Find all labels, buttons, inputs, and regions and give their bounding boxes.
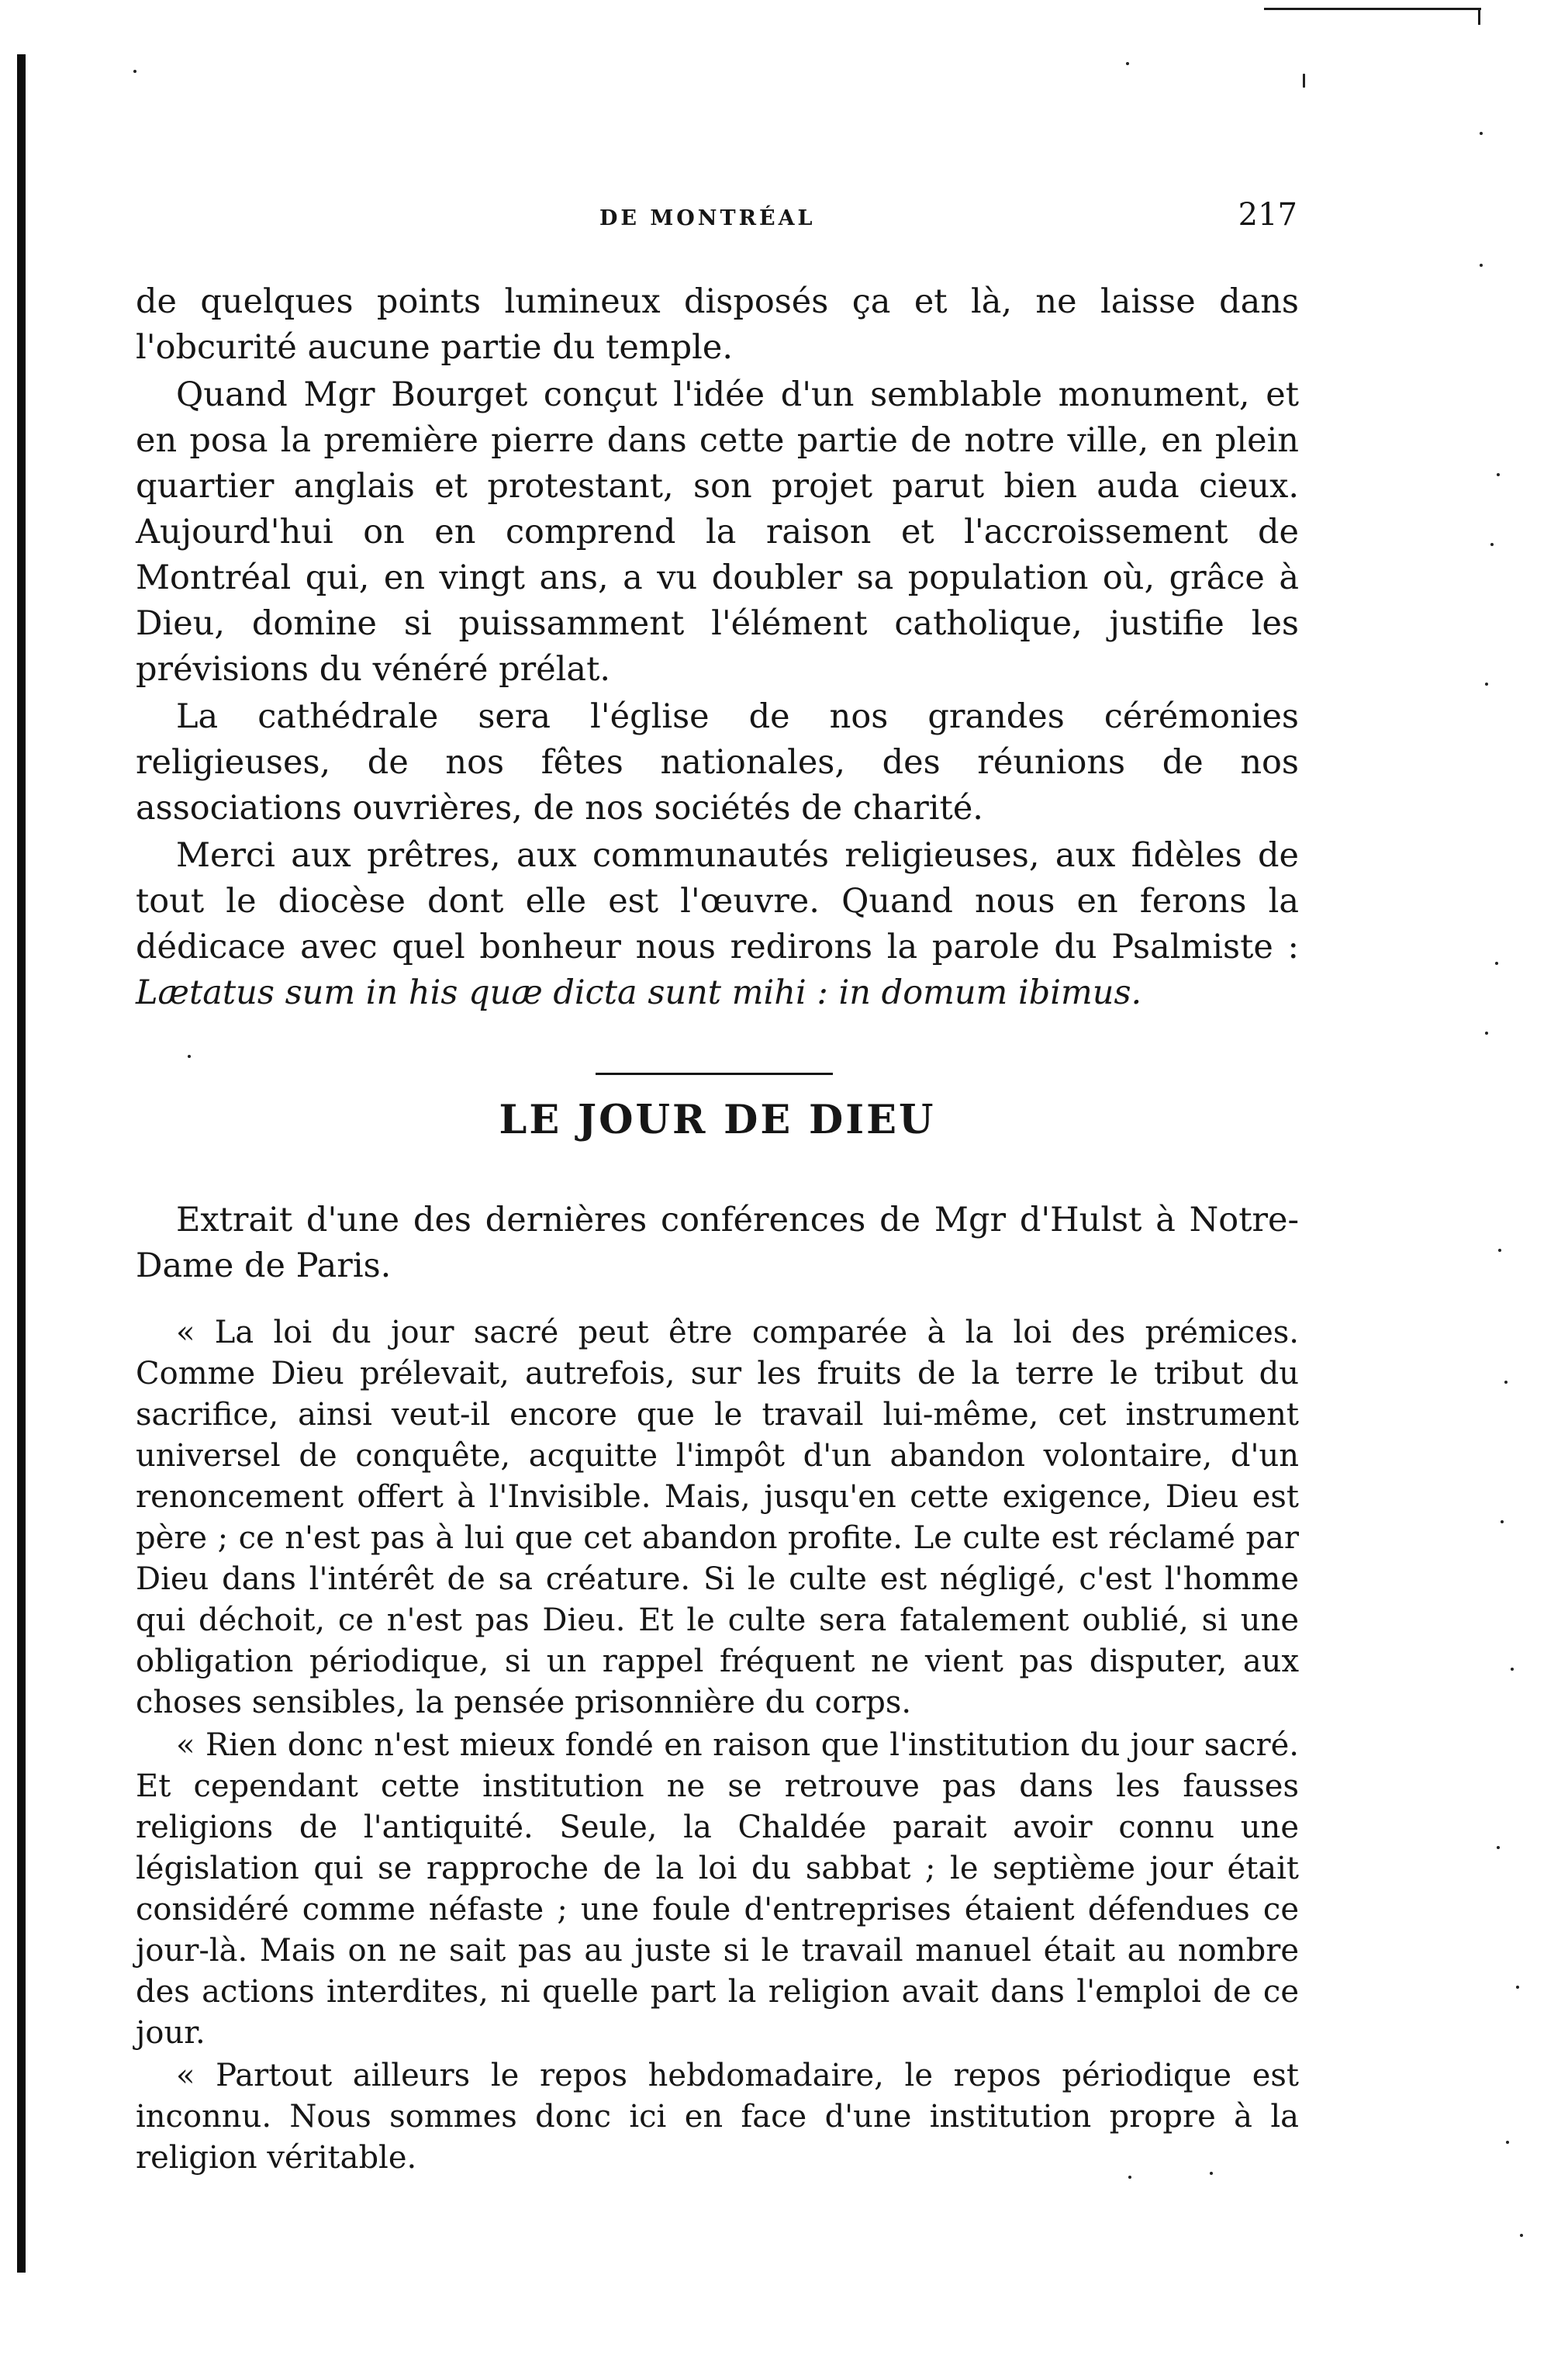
scan-speck xyxy=(1511,1668,1514,1671)
page-number: 217 xyxy=(1238,197,1297,233)
scan-speck xyxy=(1210,2172,1213,2175)
scan-speck xyxy=(1126,62,1129,65)
cathedral-text xyxy=(136,279,1299,1016)
scan-speck xyxy=(1490,543,1494,546)
top-margin-rule-tick xyxy=(1478,8,1480,25)
scan-speck xyxy=(1501,1520,1504,1523)
section-divider xyxy=(596,1073,833,1075)
page-header xyxy=(136,197,1299,244)
paragraph-thanks xyxy=(136,833,1299,1016)
scan-speck xyxy=(1480,264,1483,267)
scan-speck xyxy=(1520,2234,1523,2237)
section-intro-block xyxy=(136,1198,1299,1289)
scan-speck xyxy=(1497,1846,1500,1849)
scan-speck xyxy=(1516,1986,1519,1989)
running-head: DE MONTRÉAL xyxy=(599,206,816,230)
section-title: LE JOUR DE DIEU xyxy=(499,1097,936,1143)
scan-speck xyxy=(1480,132,1483,135)
scan-speck xyxy=(1128,2176,1131,2179)
scan-speck xyxy=(1485,683,1488,686)
paragraph-bourget: Quand Mgr Bourget conçut l'idée d'un semblable monument, et en posa la première pierre dans cette partie de notre ville, en plein quartier anglais et protestant, son projet parut bien auda cieux. Aujourd'hui on en comprend la raison et l'accroissement de Montréal qui, en vingt ans, a vu doubler sa population où, grâce à Dieu, domine si puissamment l'élément catholique, justifie les prévisions du vénéré prélat. xyxy=(136,375,1299,689)
scan-speck xyxy=(1498,1249,1501,1252)
scan-speck xyxy=(1504,1381,1508,1384)
paragraph-cathedral: La cathédrale sera l'église de nos grandes cérémonies religieuses, de nos fêtes nationales, des réunions de nos associations ouvrières, de nos sociétés de charité. xyxy=(136,697,1299,828)
scan-speck xyxy=(1303,74,1305,88)
scan-speck xyxy=(1485,1032,1488,1035)
scan-speck xyxy=(1506,2141,1509,2144)
scan-speck xyxy=(1497,473,1500,476)
paragraph-continuation: de quelques points lumineux disposés ça et là, ne laisse dans l'obcurité aucune partie du temple. xyxy=(136,282,1299,367)
excerpt-paragraph: « La loi du jour sacré peut être comparée à la loi des prémices. Comme Dieu prélevait, autrefois, sur les fruits de la terre le tribut du sacrifice, ainsi veut-il encore que le travail lui-même, cet instrument universel de conquête, acquitte l'impôt d'un abandon volontaire, d'un renoncement offert à l'Invisible. Mais, jusqu'en cette exigence, Dieu est père ; ce n'est pas à lui que cet abandon profite. Le culte est réclamé par Dieu dans l'intérêt de sa créature. Si le culte est négligé, c'est l'homme qui déchoit, ce n'est pas Dieu. Et le culte sera fatalement oublié, si une obligation périodique, si un rappel fréquent ne vient pas disputer, aux choses sensibles, la pensée prisonnière du corps. xyxy=(136,1315,1299,1720)
scan-speck xyxy=(188,1055,191,1058)
scan-speck xyxy=(1495,962,1498,965)
binding-edge xyxy=(17,54,26,2273)
excerpt-paragraph: « Partout ailleurs le repos hebdomadaire, le repos périodique est inconnu. Nous sommes donc ici en face d'une institution propre à la religion véritable. xyxy=(136,2058,1299,2176)
section-intro: Extrait d'une des dernières conférences de Mgr d'Hulst à Notre-Dame de Paris. xyxy=(136,1201,1299,1285)
excerpt-paragraph: « Rien donc n'est mieux fondé en raison que l'institution du jour sacré. Et cependant cette institution ne se retrouve pas dans les fausses religions de l'antiquité. Seule, la Chaldée parait avoir connu une législation qui se rapproche de la loi du sabbat ; le septième jour était considéré comme néfaste ; une foule d'entreprises étaient défendues ce jour-là. Mais on ne sait pas au juste si le travail manuel était au nombre des actions interdites, ni quelle part la religion avait dans l'emploi de ce jour. xyxy=(136,1727,1299,2051)
paragraph-thanks-text: Merci aux prêtres, aux communautés religieuses, aux fidèles de tout le diocèse dont elle est l'œuvre. Quand nous en ferons la dédicace avec quel bonheur nous redirons la parole du Psalmiste : xyxy=(136,836,1299,966)
psalm-quotation: Lætatus sum in his quæ dicta sunt mihi : in domum ibimus. xyxy=(136,973,1142,1012)
scan-speck xyxy=(133,70,136,73)
excerpt-text xyxy=(136,1312,1299,2179)
top-margin-rule xyxy=(1264,8,1481,10)
